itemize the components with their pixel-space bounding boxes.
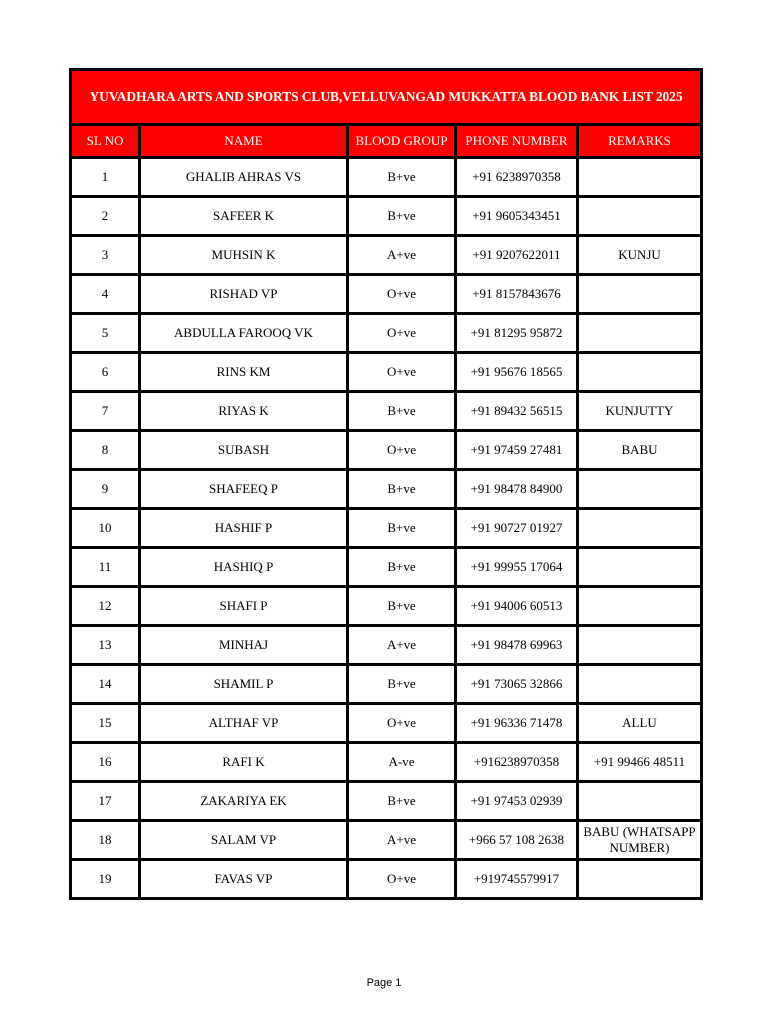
cell-blood-group: O+ve: [346, 861, 454, 897]
cell-sl-no: 9: [72, 471, 138, 507]
cell-phone-number: +919745579917: [454, 861, 576, 897]
header-remarks: REMARKS: [576, 126, 700, 156]
cell-blood-group: A+ve: [346, 237, 454, 273]
cell-phone-number: +91 98478 84900: [454, 471, 576, 507]
blood-bank-table: [69, 68, 703, 900]
cell-blood-group: O+ve: [346, 432, 454, 468]
cell-sl-no: 18: [72, 822, 138, 858]
table-row: [72, 273, 700, 312]
cell-sl-no: 19: [72, 861, 138, 897]
cell-blood-group: B+ve: [346, 666, 454, 702]
table-row: [72, 312, 700, 351]
cell-phone-number: +91 97453 02939: [454, 783, 576, 819]
cell-blood-group: A-ve: [346, 744, 454, 780]
cell-blood-group: O+ve: [346, 315, 454, 351]
cell-blood-group: B+ve: [346, 510, 454, 546]
cell-remarks: [576, 861, 700, 897]
cell-phone-number: +91 9605343451: [454, 198, 576, 234]
cell-remarks: KUNJU: [576, 237, 700, 273]
table-row: [72, 429, 700, 468]
cell-remarks: [576, 588, 700, 624]
cell-phone-number: +91 97459 27481: [454, 432, 576, 468]
cell-sl-no: 6: [72, 354, 138, 390]
cell-remarks: [576, 783, 700, 819]
cell-name: RAFI K: [138, 744, 346, 780]
cell-blood-group: B+ve: [346, 783, 454, 819]
cell-blood-group: B+ve: [346, 198, 454, 234]
cell-remarks: [576, 666, 700, 702]
cell-blood-group: A+ve: [346, 627, 454, 663]
cell-name: HASHIQ P: [138, 549, 346, 585]
cell-blood-group: B+ve: [346, 549, 454, 585]
cell-name: GHALIB AHRAS VS: [138, 159, 346, 195]
cell-remarks: BABU (WHATSAPP NUMBER): [576, 822, 700, 858]
cell-phone-number: +91 90727 01927: [454, 510, 576, 546]
cell-blood-group: O+ve: [346, 354, 454, 390]
cell-name: ABDULLA FAROOQ VK: [138, 315, 346, 351]
cell-remarks: [576, 510, 700, 546]
table-row: [72, 663, 700, 702]
header-blood-group: BLOOD GROUP: [346, 126, 454, 156]
cell-phone-number: +91 89432 56515: [454, 393, 576, 429]
cell-phone-number: +91 98478 69963: [454, 627, 576, 663]
cell-name: SHAFEEQ P: [138, 471, 346, 507]
cell-phone-number: +966 57 108 2638: [454, 822, 576, 858]
cell-name: SALAM VP: [138, 822, 346, 858]
cell-name: RIYAS K: [138, 393, 346, 429]
cell-name: ZAKARIYA EK: [138, 783, 346, 819]
cell-remarks: [576, 354, 700, 390]
cell-name: SAFEER K: [138, 198, 346, 234]
table-row: [72, 234, 700, 273]
cell-phone-number: +91 81295 95872: [454, 315, 576, 351]
table-row: [72, 858, 700, 897]
table-row: [72, 351, 700, 390]
cell-blood-group: O+ve: [346, 705, 454, 741]
cell-name: RISHAD VP: [138, 276, 346, 312]
cell-sl-no: 5: [72, 315, 138, 351]
table-header-row: [72, 123, 700, 156]
cell-sl-no: 3: [72, 237, 138, 273]
cell-sl-no: 1: [72, 159, 138, 195]
cell-name: RINS KM: [138, 354, 346, 390]
table-row: [72, 624, 700, 663]
cell-name: MUHSIN K: [138, 237, 346, 273]
cell-phone-number: +916238970358: [454, 744, 576, 780]
cell-blood-group: B+ve: [346, 159, 454, 195]
cell-remarks: [576, 276, 700, 312]
table-row: [72, 468, 700, 507]
cell-sl-no: 2: [72, 198, 138, 234]
cell-name: FAVAS VP: [138, 861, 346, 897]
cell-sl-no: 7: [72, 393, 138, 429]
header-sl-no: SL NO: [72, 126, 138, 156]
cell-remarks: [576, 159, 700, 195]
cell-name: SHAMIL P: [138, 666, 346, 702]
cell-remarks: [576, 315, 700, 351]
table-row: [72, 546, 700, 585]
cell-blood-group: A+ve: [346, 822, 454, 858]
table-row: [72, 156, 700, 195]
table-row: [72, 702, 700, 741]
cell-sl-no: 10: [72, 510, 138, 546]
cell-sl-no: 13: [72, 627, 138, 663]
table-row: [72, 195, 700, 234]
cell-blood-group: B+ve: [346, 393, 454, 429]
cell-sl-no: 16: [72, 744, 138, 780]
cell-phone-number: +91 96336 71478: [454, 705, 576, 741]
cell-sl-no: 14: [72, 666, 138, 702]
cell-sl-no: 15: [72, 705, 138, 741]
header-name: NAME: [138, 126, 346, 156]
table-row: [72, 390, 700, 429]
cell-remarks: BABU: [576, 432, 700, 468]
table-row: [72, 507, 700, 546]
cell-remarks: [576, 471, 700, 507]
page-number: Page 1: [366, 977, 402, 989]
cell-remarks: KUNJUTTY: [576, 393, 700, 429]
cell-remarks: [576, 627, 700, 663]
cell-phone-number: +91 8157843676: [454, 276, 576, 312]
cell-phone-number: +91 99955 17064: [454, 549, 576, 585]
cell-remarks: ALLU: [576, 705, 700, 741]
cell-name: ALTHAF VP: [138, 705, 346, 741]
cell-phone-number: +91 6238970358: [454, 159, 576, 195]
cell-sl-no: 11: [72, 549, 138, 585]
cell-blood-group: O+ve: [346, 276, 454, 312]
cell-sl-no: 4: [72, 276, 138, 312]
cell-remarks: +91 99466 48511: [576, 744, 700, 780]
cell-remarks: [576, 549, 700, 585]
header-phone-number: PHONE NUMBER: [454, 126, 576, 156]
table-row: [72, 585, 700, 624]
cell-name: HASHIF P: [138, 510, 346, 546]
cell-phone-number: +91 95676 18565: [454, 354, 576, 390]
cell-blood-group: B+ve: [346, 588, 454, 624]
cell-sl-no: 12: [72, 588, 138, 624]
cell-phone-number: +91 9207622011: [454, 237, 576, 273]
cell-sl-no: 17: [72, 783, 138, 819]
cell-phone-number: +91 73065 32866: [454, 666, 576, 702]
table-row: [72, 780, 700, 819]
table-title: YUVADHARA ARTS AND SPORTS CLUB,VELLUVANGAD MUKKATTA BLOOD BANK LIST 2025: [72, 71, 700, 123]
cell-remarks: [576, 198, 700, 234]
table-row: [72, 741, 700, 780]
cell-sl-no: 8: [72, 432, 138, 468]
table-body: [72, 156, 700, 897]
cell-blood-group: B+ve: [346, 471, 454, 507]
cell-name: SHAFI P: [138, 588, 346, 624]
cell-name: SUBASH: [138, 432, 346, 468]
cell-phone-number: +91 94006 60513: [454, 588, 576, 624]
table-row: [72, 819, 700, 858]
cell-name: MINHAJ: [138, 627, 346, 663]
